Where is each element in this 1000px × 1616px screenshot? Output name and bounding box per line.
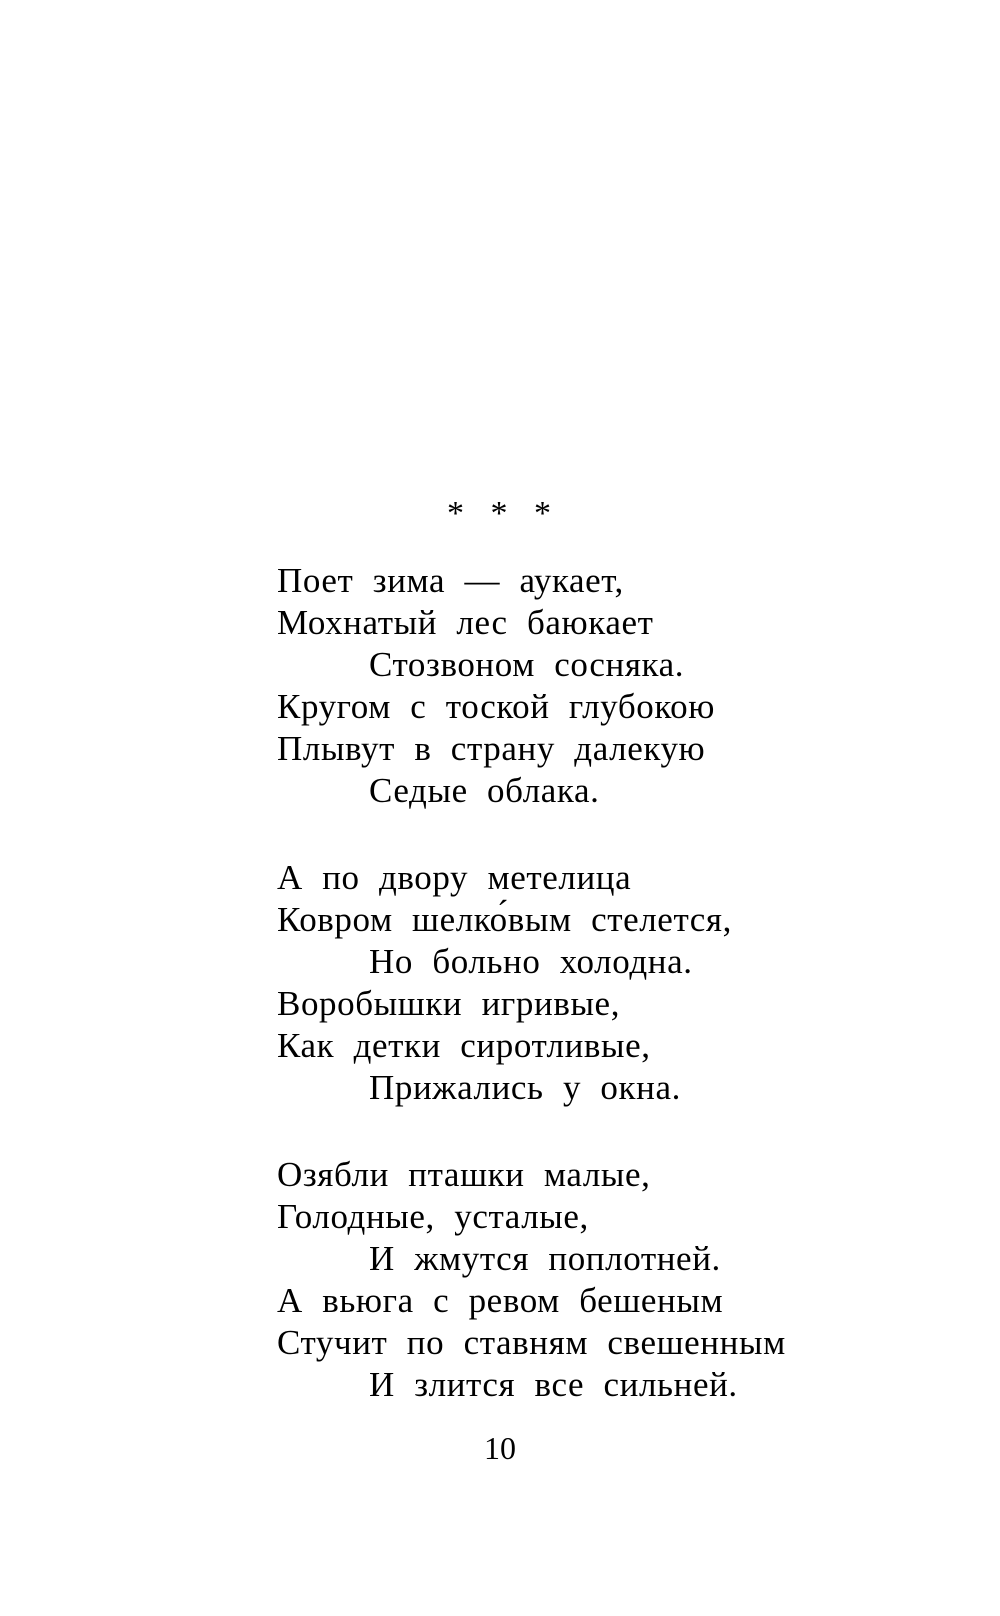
poem-line: Мохнатый лес баюкает [277, 603, 654, 642]
stanza-2 [277, 857, 937, 1109]
poem-line: А вьюга с ревом бешеным [277, 1281, 724, 1320]
poem-line-indented: Но больно холодна. [369, 942, 693, 981]
poem-line-indented: Прижались у окна. [369, 1068, 681, 1107]
poem-line: Кругом с тоской глубокою [277, 687, 715, 726]
stanza-1 [277, 560, 937, 812]
page-number: 10 [484, 1430, 516, 1466]
poem [277, 560, 937, 1406]
poem-line: Озябли пташки малые, [277, 1155, 651, 1194]
poem-line-indented: И жмутся поплотней. [369, 1239, 721, 1278]
poem-line: Поет зима — аукает, [277, 561, 624, 600]
poem-line: Стучит по ставням свешенным [277, 1323, 786, 1362]
poem-line: Ковром шелко́вым стелется, [277, 900, 732, 939]
poem-line-indented: Седые облака. [369, 771, 600, 810]
poem-line: Как детки сиротливые, [277, 1026, 651, 1065]
stanza-separator: * * * [447, 495, 553, 532]
poem-line: Воробышки игривые, [277, 984, 621, 1023]
poem-line-indented: Стозвоном сосняка. [369, 645, 685, 684]
poem-line: А по двору метелица [277, 858, 632, 897]
poem-line-indented: И злится все сильней. [369, 1365, 738, 1404]
poem-line: Плывут в страну далекую [277, 729, 706, 768]
stanza-3 [277, 1154, 937, 1406]
poem-line: Голодные, усталые, [277, 1197, 589, 1236]
